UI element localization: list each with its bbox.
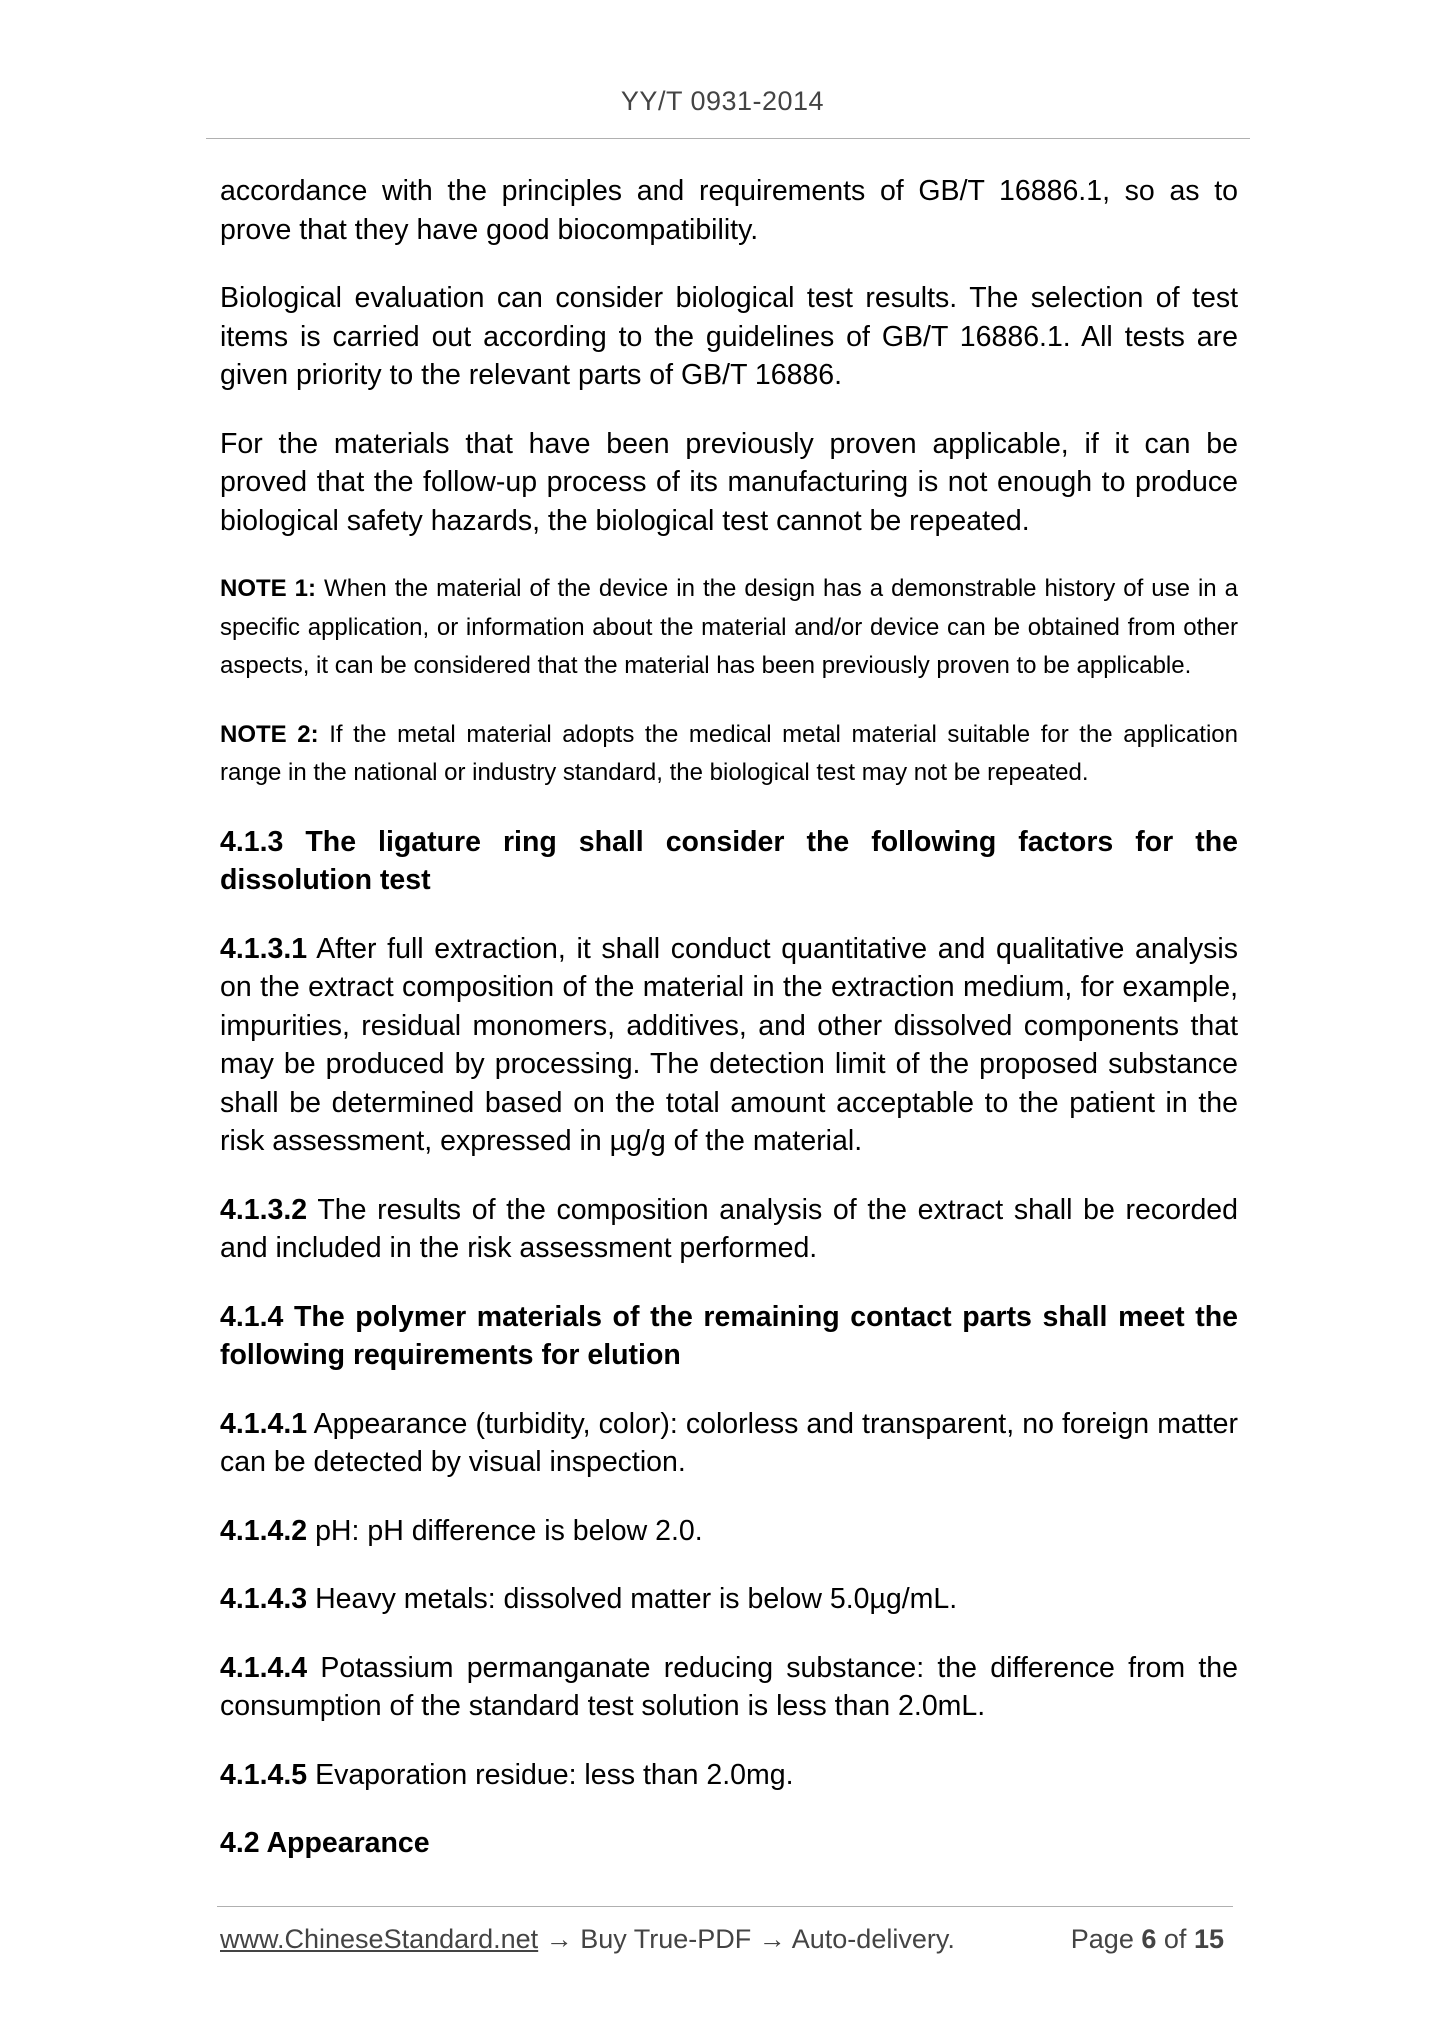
section-heading-4-1-3: 4.1.3 The ligature ring shall consider the following factors for the dissolution test [220, 825, 1238, 896]
clause-text: After full extraction, it shall conduct quantitative and qualitative analysis on the extract composition of the material in the extraction medium, for example, impurities, residual monomers, additives, and other dissolved components that may be produced by processing. The detection limit of the proposed substance shall be determined based on the total amount acceptable to the patient in the risk assessment, expressed in µg/g of the material. [220, 932, 1238, 1157]
footer-divider [217, 1906, 1233, 1907]
of-label: of [1163, 1924, 1187, 1954]
clause-number: 4.1.3.1 [220, 932, 308, 965]
document-body [220, 172, 1238, 1893]
note-label: NOTE 2: [220, 720, 319, 748]
clause-number: 4.1.4.5 [220, 1758, 308, 1791]
clause-number: 4.1.4.4 [220, 1651, 308, 1684]
section-heading-4-2: 4.2 Appearance [220, 1827, 430, 1859]
clause-4-1-4-2 [220, 1512, 1238, 1551]
arrow-right-icon: → [538, 1924, 581, 1954]
note-label: NOTE 1: [220, 575, 317, 602]
note-1 [220, 570, 1238, 686]
document-code-header: YY/T 0931-2014 [620, 86, 825, 116]
page-indicator [1071, 1924, 1224, 1955]
clause-text: Evaporation residue: less than 2.0mg. [307, 1758, 794, 1791]
clause-number: 4.1.4.1 [220, 1407, 308, 1440]
section-heading-4-1-4: 4.1.4 The polymer materials of the remaining contact parts shall meet the following requirements for elution [220, 1300, 1238, 1371]
clause-4-1-3-1 [220, 930, 1238, 1161]
paragraph: For the materials that have been previously proven applicable, if it can be proved that the follow-up process of its manufacturing is not enough to produce biological safety hazards, the biological test cannot be repeated. [220, 427, 1238, 537]
paragraph: Biological evaluation can consider biological test results. The selection of test items is carried out according to the guidelines of GB/T 16886.1. All tests are given priority to the relevant parts of GB/T 16886. [220, 282, 1238, 391]
clause-text: Heavy metals: dissolved matter is below 5.0µg/mL. [307, 1583, 958, 1615]
clause-4-1-3-2 [220, 1191, 1238, 1268]
arrow-right-icon: → [751, 1924, 792, 1954]
clause-text: Appearance (turbidity, color): colorless and transparent, no foreign matter can be detected by visual inspection. [220, 1407, 1238, 1478]
clause-text: The results of the composition analysis of the extract shall be recorded and included in the risk assessment performed. [220, 1193, 1238, 1264]
clause-number: 4.1.4.2 [220, 1514, 308, 1547]
clause-4-1-4-3 [220, 1580, 1238, 1619]
header-divider [206, 138, 1250, 139]
clause-4-1-4-4 [220, 1649, 1238, 1726]
page-label: Page [1070, 1924, 1134, 1954]
auto-delivery-text: Auto-delivery. [791, 1924, 955, 1954]
clause-text: pH: pH difference is below 2.0. [307, 1514, 703, 1547]
note-text: When the material of the device in the design has a demonstrable history of use in a specific application, or information about the material and/or device can be obtained from other aspects, it can be considered that the material has been previously proven to be applicable. [220, 575, 1238, 679]
clause-number: 4.1.4.3 [220, 1583, 308, 1615]
note-text: If the metal material adopts the medical metal material suitable for the application range in the national or industry standard, the biological test may not be repeated. [220, 720, 1238, 786]
clause-number: 4.1.3.2 [220, 1193, 308, 1226]
buy-true-pdf-text: Buy True-PDF [580, 1924, 752, 1954]
clause-text: Potassium permanganate reducing substance: the difference from the consumption of the standard test solution is less than 2.0mL. [220, 1651, 1238, 1722]
clause-4-1-4-5 [220, 1756, 1238, 1795]
site-link[interactable]: www.ChineseStandard.net [220, 1924, 539, 1954]
page-total: 15 [1193, 1924, 1224, 1954]
footer-links [220, 1924, 955, 1955]
paragraph: accordance with the principles and requirements of GB/T 16886.1, so as to prove that they have good biocompatibility. [220, 175, 1238, 246]
page-number: 6 [1141, 1924, 1157, 1954]
clause-4-1-4-1 [220, 1405, 1238, 1482]
note-2 [220, 716, 1238, 793]
